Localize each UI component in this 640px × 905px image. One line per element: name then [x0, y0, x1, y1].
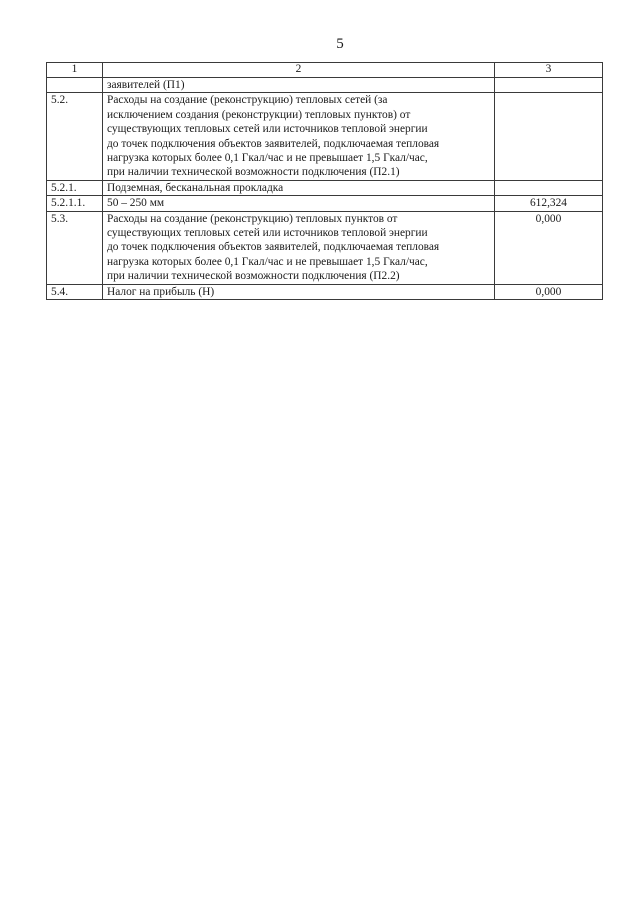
row-description: Расходы на создание (реконструкцию) тепловых пунктов от существующих тепловых сетей или источников тепловой энергии до точек подключения объектов заявителей, подключаемая тепловая нагрузка которых более 0,1 Гкал/час и не превышает 1,5 Гкал/час, при наличии технической возможности подключения (П2.2)	[103, 211, 495, 284]
row-number: 5.3.	[47, 211, 103, 284]
row-number: 5.2.1.	[47, 180, 103, 195]
row-value	[495, 93, 603, 180]
row-description: заявителей (П1)	[103, 78, 495, 93]
header-col-3: 3	[495, 63, 603, 78]
table-row	[47, 78, 603, 93]
table-header-row	[47, 63, 603, 78]
row-number	[47, 78, 103, 93]
row-description: Налог на прибыль (Н)	[103, 284, 495, 299]
table-row	[47, 211, 603, 284]
row-value	[495, 78, 603, 93]
header-col-1: 1	[47, 63, 103, 78]
row-number: 5.2.	[47, 93, 103, 180]
table-row	[47, 180, 603, 195]
row-value: 0,000	[495, 211, 603, 284]
row-description: Подземная, бесканальная прокладка	[103, 180, 495, 195]
row-description: Расходы на создание (реконструкцию) тепловых сетей (за исключением создания (реконструкции) тепловых пунктов) от существующих тепловых сетей или источников тепловой энергии до точек подключения объектов заявителей, подключаемая тепловая нагрузка которых более 0,1 Гкал/час и не превышает 1,5 Гкал/час, при наличии технической возможности подключения (П2.1)	[103, 93, 495, 180]
table-row	[47, 284, 603, 299]
row-description: 50 – 250 мм	[103, 196, 495, 211]
page-number: 5	[336, 36, 344, 52]
row-value: 0,000	[495, 284, 603, 299]
header-col-2: 2	[103, 63, 495, 78]
table-row	[47, 93, 603, 180]
tariff-table	[46, 62, 603, 300]
row-number: 5.4.	[47, 284, 103, 299]
row-value: 612,324	[495, 196, 603, 211]
row-number: 5.2.1.1.	[47, 196, 103, 211]
row-value	[495, 180, 603, 195]
table-row	[47, 196, 603, 211]
